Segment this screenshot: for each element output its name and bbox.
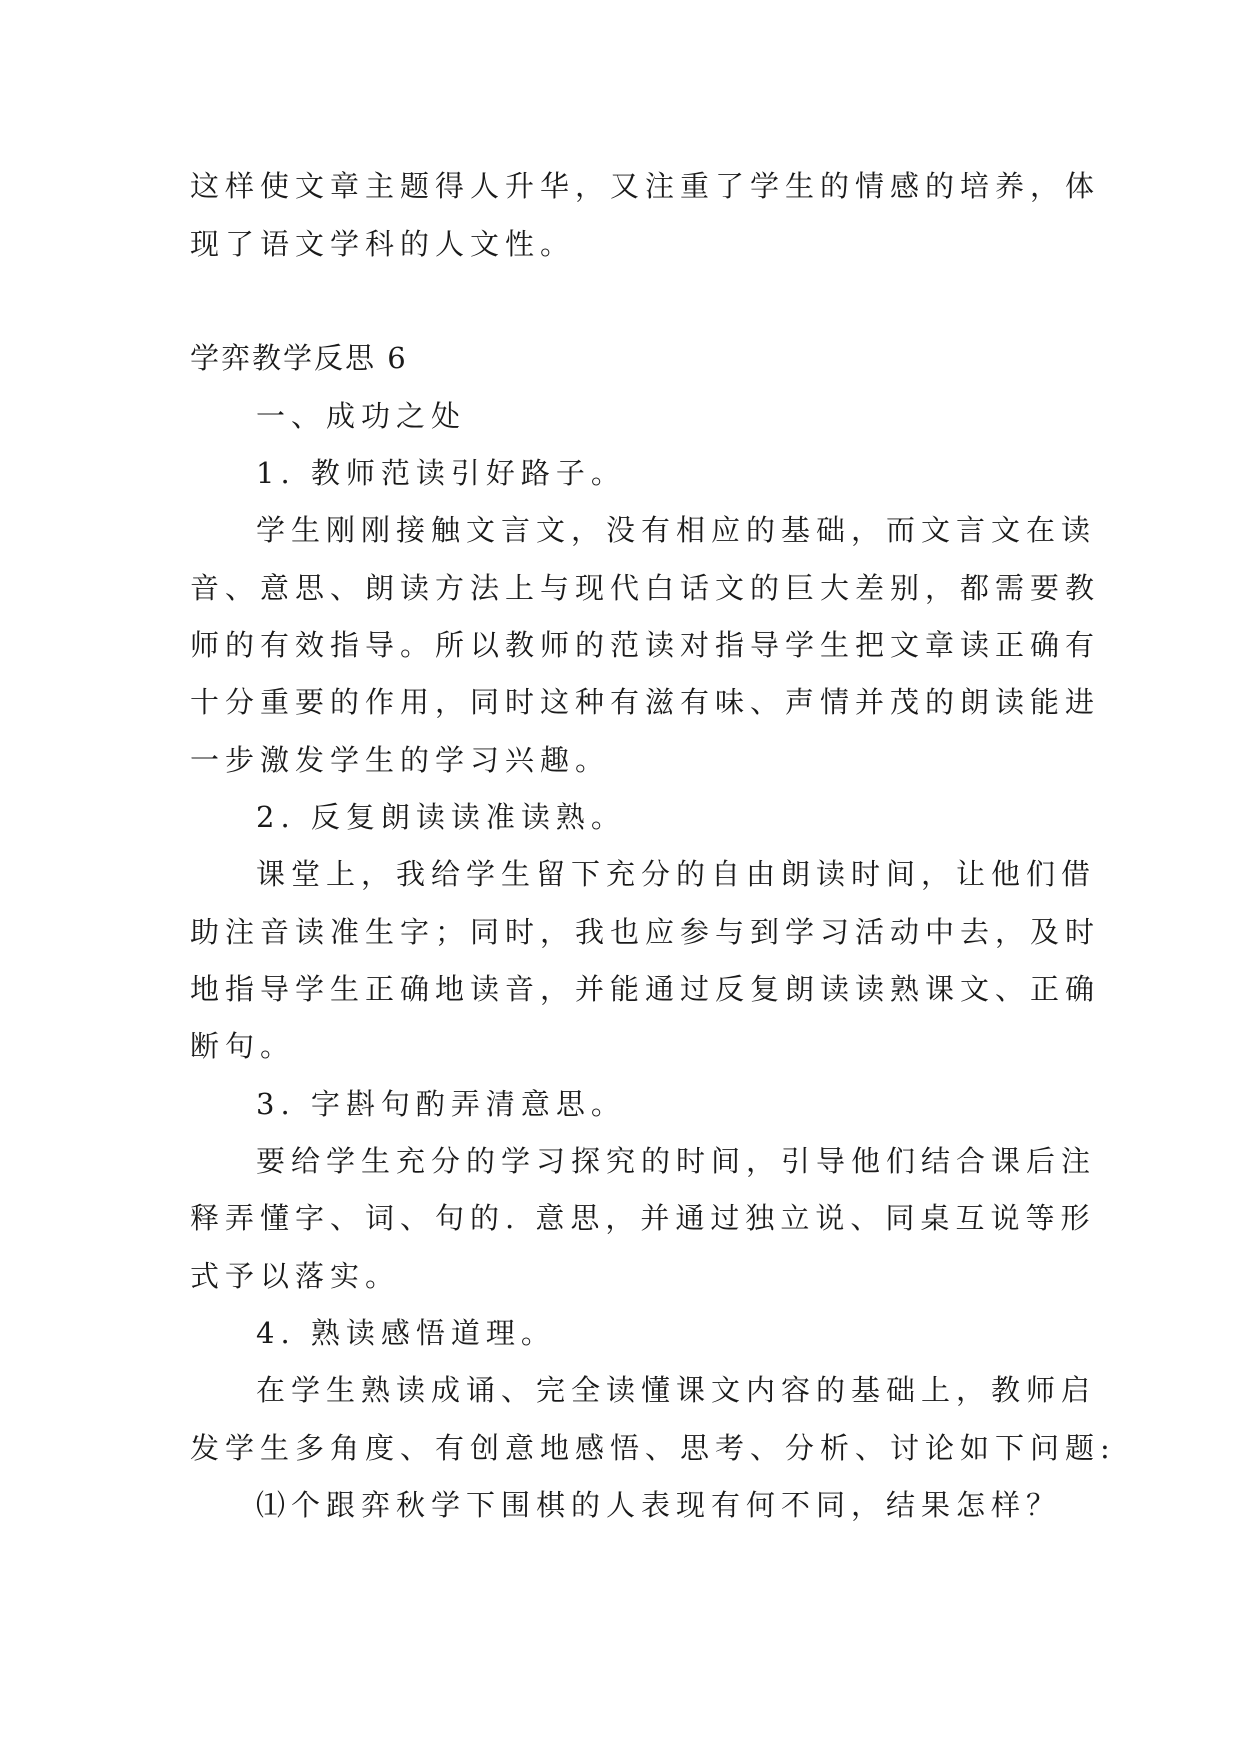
subsection-heading: 一、成功之处 <box>256 399 467 433</box>
paragraph-line: 发学生多角度、有创意地感悟、思考、分析、讨论如下问题: <box>190 1431 1116 1465</box>
paragraph-line: 地指导学生正确地读音，并能通过反复朗读读熟课文、正确 <box>190 972 1101 1006</box>
paragraph-line: 现了语文学科的人文性。 <box>190 227 576 261</box>
point-heading: 3. 字斟句酌弄清意思。 <box>256 1087 626 1121</box>
paragraph-line: 一步激发学生的学习兴趣。 <box>190 743 611 777</box>
paragraph-line: 要给学生充分的学习探究的时间，引导他们结合课后注 <box>256 1144 1097 1178</box>
question-line: ⑴个跟弈秋学下围棋的人表现有何不同，结果怎样？ <box>256 1488 1062 1522</box>
paragraph-line: 式予以落实。 <box>190 1259 401 1293</box>
paragraph-line: 学生刚刚接触文言文，没有相应的基础，而文言文在读 <box>256 513 1097 547</box>
point-heading: 4. 熟读感悟道理。 <box>256 1316 556 1350</box>
paragraph-line: 在学生熟读成诵、完全读懂课文内容的基础上，教师启 <box>256 1373 1097 1407</box>
point-heading: 1. 教师范读引好路子。 <box>256 456 626 490</box>
paragraph-line: 音、意思、朗读方法上与现代白话文的巨大差别，都需要教 <box>190 571 1101 605</box>
paragraph-line: 课堂上，我给学生留下充分的自由朗读时间，让他们借 <box>256 857 1097 891</box>
section-title: 学弈教学反思 6 <box>190 341 408 375</box>
paragraph-line: 释弄懂字、词、句的. 意思，并通过独立说、同桌互说等形 <box>190 1201 1096 1235</box>
paragraph-line: 这样使文章主题得人升华，又注重了学生的情感的培养，体 <box>190 169 1101 203</box>
paragraph-line: 师的有效指导。所以教师的范读对指导学生把文章读正确有 <box>190 628 1101 662</box>
paragraph-line: 助注音读准生字；同时，我也应参与到学习活动中去，及时 <box>190 915 1101 949</box>
paragraph-line: 断句。 <box>190 1029 296 1063</box>
paragraph-line: 十分重要的作用，同时这种有滋有味、声情并茂的朗读能进 <box>190 685 1101 719</box>
point-heading: 2. 反复朗读读准读熟。 <box>256 800 626 834</box>
